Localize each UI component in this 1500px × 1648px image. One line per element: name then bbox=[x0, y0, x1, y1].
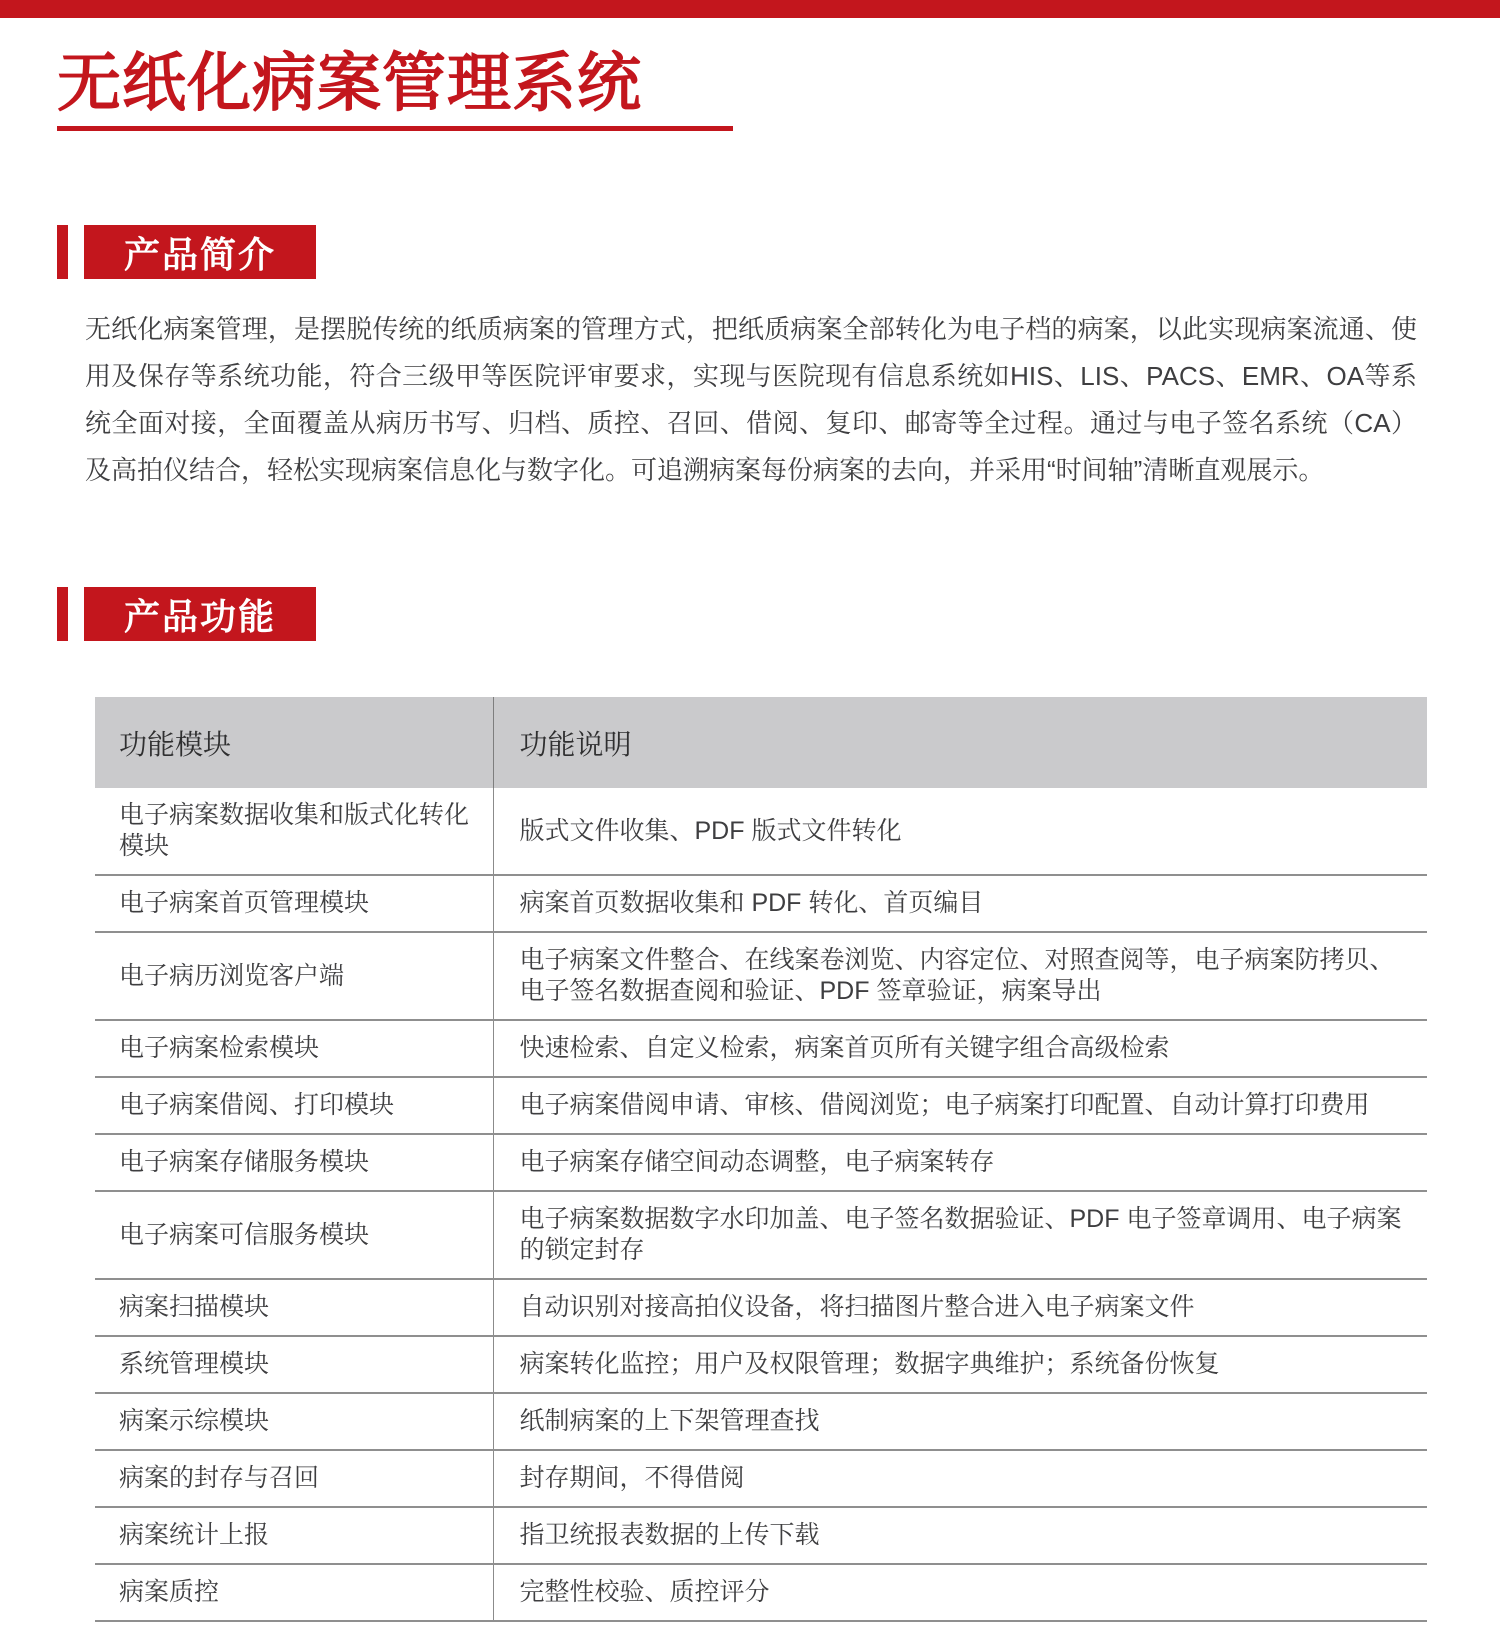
module-cell: 电子病案数据收集和版式化转化模块 bbox=[95, 788, 493, 875]
module-cell: 电子病历浏览客户端 bbox=[95, 932, 493, 1020]
table-row bbox=[95, 1336, 1427, 1393]
module-cell: 病案质控 bbox=[95, 1564, 493, 1621]
module-cell: 系统管理模块 bbox=[95, 1336, 493, 1393]
module-cell: 电子病案借阅、打印模块 bbox=[95, 1077, 493, 1134]
table-row bbox=[95, 1134, 1427, 1191]
table-row bbox=[95, 1020, 1427, 1077]
description-cell: 病案首页数据收集和 PDF 转化、首页编目 bbox=[493, 875, 1427, 932]
module-cell: 病案示综模块 bbox=[95, 1393, 493, 1450]
table-row bbox=[95, 1507, 1427, 1564]
table-row bbox=[95, 875, 1427, 932]
table-row bbox=[95, 932, 1427, 1020]
module-cell: 电子病案存储服务模块 bbox=[95, 1134, 493, 1191]
section-heading-features bbox=[57, 587, 316, 641]
description-cell: 电子病案借阅申请、审核、借阅浏览；电子病案打印配置、自动计算打印费用 bbox=[493, 1077, 1427, 1134]
description-cell: 指卫统报表数据的上传下载 bbox=[493, 1507, 1427, 1564]
description-cell: 电子病案存储空间动态调整，电子病案转存 bbox=[493, 1134, 1427, 1191]
section-accent-bar bbox=[57, 225, 68, 279]
module-cell: 病案统计上报 bbox=[95, 1507, 493, 1564]
title-underline bbox=[57, 126, 733, 131]
table-row bbox=[95, 1191, 1427, 1279]
table-row bbox=[95, 1450, 1427, 1507]
description-cell: 封存期间，不得借阅 bbox=[493, 1450, 1427, 1507]
description-cell: 自动识别对接高拍仪设备，将扫描图片整合进入电子病案文件 bbox=[493, 1279, 1427, 1336]
table-body bbox=[95, 788, 1427, 1621]
section-heading-intro bbox=[57, 225, 316, 279]
column-header-description: 功能说明 bbox=[493, 697, 1427, 788]
module-cell: 电子病案可信服务模块 bbox=[95, 1191, 493, 1279]
table-header-row bbox=[95, 697, 1427, 788]
description-cell: 电子病案数据数字水印加盖、电子签名数据验证、PDF 电子签章调用、电子病案的锁定封存 bbox=[493, 1191, 1427, 1279]
table-row bbox=[95, 1393, 1427, 1450]
module-cell: 电子病案首页管理模块 bbox=[95, 875, 493, 932]
column-header-module: 功能模块 bbox=[95, 697, 493, 788]
intro-paragraph: 无纸化病案管理，是摆脱传统的纸质病案的管理方式，把纸质病案全部转化为电子档的病案，以此实现病案流通、使用及保存等系统功能，符合三级甲等医院评审要求，实现与医院现有信息系统如HIS、LIS、PACS、EMR、OA等系统全面对接，全面覆盖从病历书写、归档、质控、召回、借阅、复印、邮寄等全过程。通过与电子签名系统（CA）及高拍仪结合，轻松实现病案信息化与数字化。可追溯病案每份病案的去向，并采用“时间轴”清晰直观展示。 bbox=[85, 314, 1417, 485]
page-title: 无纸化病案管理系统 bbox=[57, 47, 642, 119]
feature-table bbox=[95, 697, 1427, 1622]
module-cell: 病案扫描模块 bbox=[95, 1279, 493, 1336]
description-cell: 电子病案文件整合、在线案卷浏览、内容定位、对照查阅等，电子病案防拷贝、电子签名数据查阅和验证、PDF 签章验证，病案导出 bbox=[493, 932, 1427, 1020]
section-accent-bar bbox=[57, 587, 68, 641]
table-row bbox=[95, 1564, 1427, 1621]
table-row bbox=[95, 788, 1427, 875]
top-accent-bar bbox=[0, 0, 1500, 18]
section-heading-label: 产品功能 bbox=[84, 587, 316, 641]
description-cell: 完整性校验、质控评分 bbox=[493, 1564, 1427, 1621]
section-heading-label: 产品简介 bbox=[84, 225, 316, 279]
description-cell: 快速检索、自定义检索，病案首页所有关键字组合高级检索 bbox=[493, 1020, 1427, 1077]
module-cell: 病案的封存与召回 bbox=[95, 1450, 493, 1507]
module-cell: 电子病案检索模块 bbox=[95, 1020, 493, 1077]
description-cell: 病案转化监控；用户及权限管理；数据字典维护；系统备份恢复 bbox=[493, 1336, 1427, 1393]
description-cell: 版式文件收集、PDF 版式文件转化 bbox=[493, 788, 1427, 875]
description-cell: 纸制病案的上下架管理查找 bbox=[493, 1393, 1427, 1450]
table-row bbox=[95, 1279, 1427, 1336]
table-row bbox=[95, 1077, 1427, 1134]
